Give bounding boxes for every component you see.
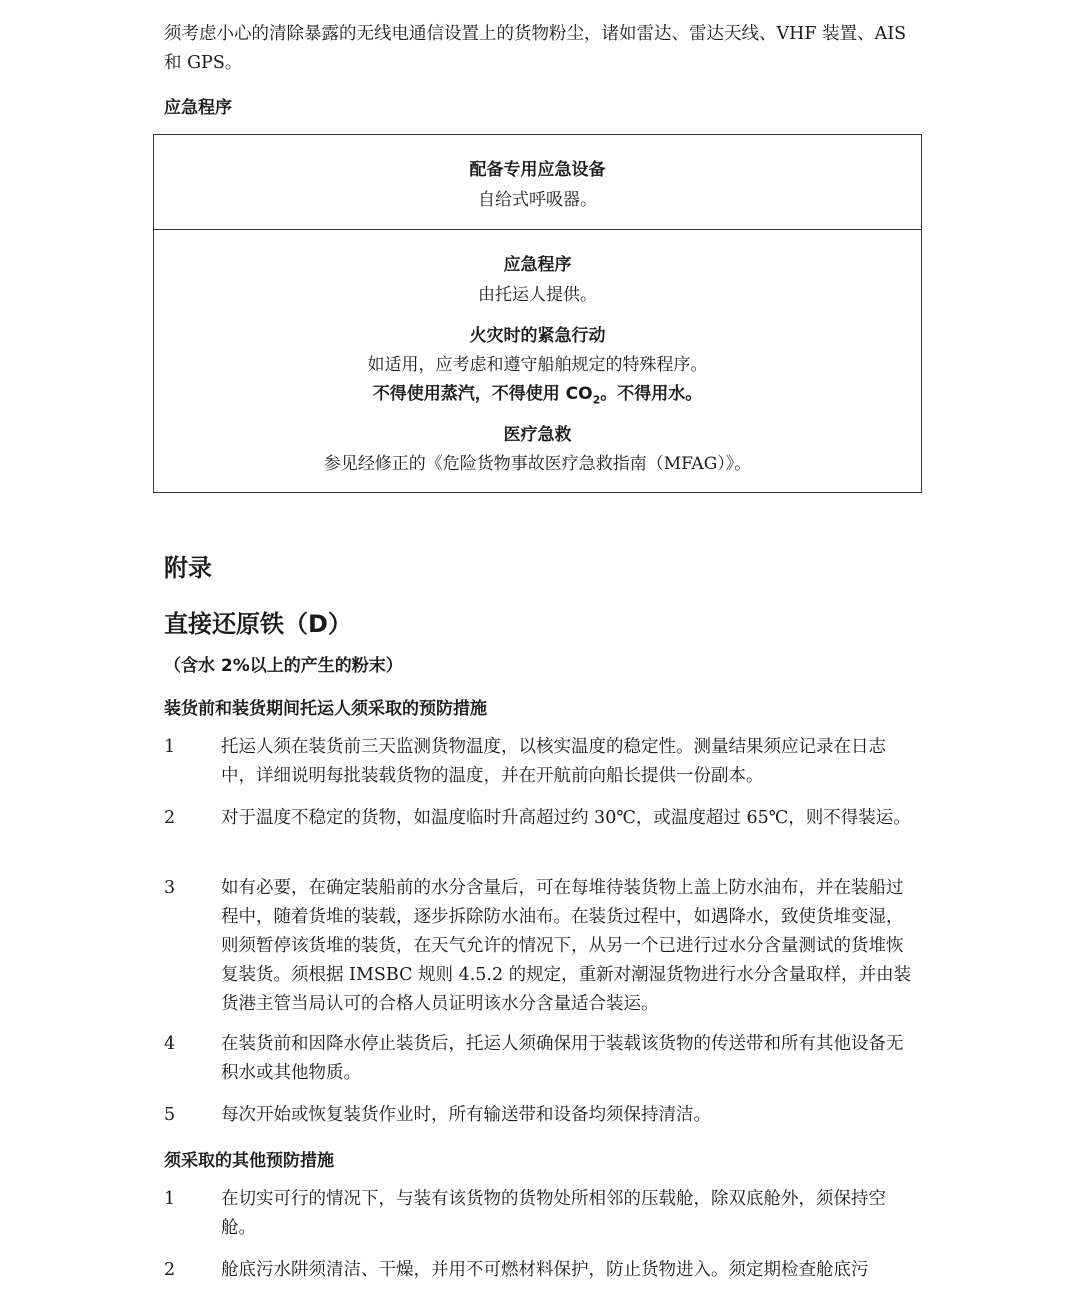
section2-heading: 须采取的其他预防措施: [164, 1151, 334, 1171]
procedures-heading: 应急程序: [503, 255, 572, 275]
item-number: 1: [164, 737, 176, 757]
item-text: 舱底污水阱须清洁、干燥，并用不可燃材料保护，防止货物进入。须定期检查舱底污: [221, 1260, 869, 1280]
item-number: 2: [164, 1260, 176, 1280]
section1-heading: 装货前和装货期间托运人须采取的预防措施: [164, 699, 487, 719]
equipment-heading: 配备专用应急设备: [469, 160, 606, 180]
item-text: 如有必要，在确定装船前的水分含量后，可在每堆待装货物上盖上防水油布，并在装船过程中，随着货堆的装载，逐步拆除防水油布。在装货过程中，如遇降水，致使货堆变湿，则须暂停该货堆的装货，在天气允许的情况下，从另一个已进行过水分含量测试的货堆恢复装货。须根据 IMSBC 规则 4.5.2 的规定，重新对潮湿货物进行水分含量取样，并由装货港主管当局认可的合格人员证明该水分含量适合装运。: [221, 878, 912, 1014]
cargo-title: 直接还原铁（D）: [164, 610, 352, 638]
cargo-subtitle: （含水 2%以上的产生的粉末）: [164, 656, 403, 676]
item-number: 3: [164, 878, 176, 898]
item-number: 2: [164, 808, 176, 828]
item-number: 4: [164, 1034, 176, 1054]
procedures-box: [153, 229, 922, 493]
appendix-title: 附录: [164, 554, 212, 582]
fire-warning: [154, 379, 921, 406]
fire-text: 如适用，应考虑和遵守船舶规定的特殊程序。: [367, 355, 708, 375]
fire-warning-suffix: 。不得用水。: [600, 384, 703, 404]
emergency-heading: 应急程序: [164, 98, 232, 118]
fire-warning-prefix: 不得使用蒸汽，不得使用 CO: [372, 384, 593, 404]
fire-heading: 火灾时的紧急行动: [469, 326, 606, 346]
item-number: 5: [164, 1105, 176, 1125]
item-text: 在装货前和因降水停止装货后，托运人须确保用于装载该货物的传送带和所有其他设备无积水或其他物质。: [221, 1034, 904, 1083]
intro-paragraph: 须考虑小心的清除暴露的无线电通信设置上的货物粉尘，诸如雷达、雷达天线、VHF 装置、AIS 和 GPS。: [164, 24, 907, 73]
medical-text: 参见经修正的《危险货物事故医疗急救指南（MFAG）》。: [323, 454, 752, 474]
item-text: 对于温度不稳定的货物，如温度临时升高超过约 30℃，或温度超过 65℃，则不得装运。: [221, 808, 911, 828]
equipment-box: [153, 134, 922, 230]
procedures-text: 由托运人提供。: [478, 285, 597, 305]
medical-heading: 医疗急救: [503, 425, 572, 445]
fire-warning-subscript: 2: [592, 393, 601, 407]
item-text: 托运人须在装货前三天监测货物温度，以核实温度的稳定性。测量结果须应记录在日志中，详细说明每批装载货物的温度，并在开航前向船长提供一份副本。: [221, 737, 886, 786]
item-text: 每次开始或恢复装货作业时，所有输送带和设备均须保持清洁。: [221, 1105, 711, 1125]
item-number: 1: [164, 1189, 176, 1209]
equipment-text: 自给式呼吸器。: [478, 190, 597, 210]
item-text: 在切实可行的情况下，与装有该货物的货物处所相邻的压载舱，除双底舱外，须保持空舱。: [221, 1189, 886, 1238]
